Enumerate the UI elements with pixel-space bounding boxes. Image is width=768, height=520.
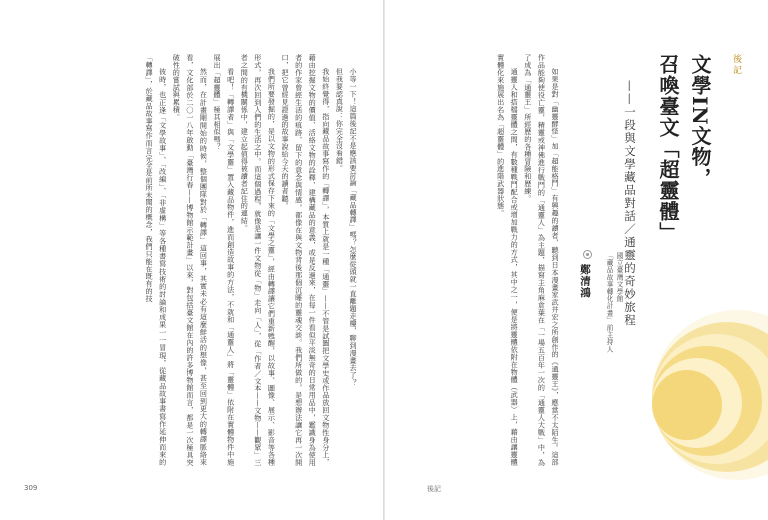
decorative-ring xyxy=(652,370,722,440)
author-name: 鄭清鴻 xyxy=(579,264,591,299)
left-paragraph-1: 小等一下！這篇後記不是應該要討論「藏品轉譯」嗎？怎麼從頭就一直離題走樓，聊到漫畫去了？ xyxy=(349,68,358,387)
decorative-rings xyxy=(628,300,768,500)
author-affiliation-line-2: 「藏品故事轉化計畫」前主持人 xyxy=(605,252,613,353)
right-paragraph-2: 通靈人和搭檔靈體之間，有數種戰鬥配合或增加戰力的方式，其中之一，便是將靈體依附在物體（武器）上，藉由讓靈體實體化來施展出名為「超靈體」的進階武器狀態。 xyxy=(496,54,520,466)
left-paragraph-2: 但我要認真說：你完全沒看錯。 xyxy=(335,68,345,172)
left-paragraph-6: 然而，在計畫剛開始的時候，整個團隊對於「轉譯」這回事，其實未必有這麼鮮活的想像，甚至回到更大的轉譯脈絡來看，文化部於二〇一八年啟動「臺灣行春——博物館示範計畫」以來，對包括臺文館在內的許多博物館而言，都是一次極具突破性的嘗試與累積。 xyxy=(172,54,209,466)
left-page-body xyxy=(22,54,360,466)
page-number: 309 xyxy=(24,484,38,492)
running-footer: 後記 xyxy=(427,485,441,493)
chapter-title-line-1: 文學IN文物， xyxy=(688,54,712,189)
right-paragraph-1: 如果是對「幽靈酵怪」加「超能格鬥」有興趣的讀者，聽到日本漫畫家武井宏之所創作的《通靈王》，應當不太陌生。這部作品能夠使役亡靈，精靈或神佛進行戰鬥的「通靈人」為主題，描寫主角麻倉葉在「一場五百年一次的「通靈人大戰」中，為了成為「通靈王」所經歷的各種冒險和歷練。 xyxy=(523,54,560,466)
right-page-body xyxy=(418,54,562,466)
chapter-subtitle: ——一段與文學藏品對話／通靈的奇妙旅程 xyxy=(623,80,637,327)
left-paragraph-4: 我們所要發掘的，是以文物的形式保存下來的「文學之靈」，經由轉譯讓它們重新甦醒，以故事、圖像、展示、影音等各種形式，再次回到人們的生活之中。而這個過程，就像是讓一件文物從「物」走向「人」，從「作者／文本——文物——觀眾」三者之間的有機關係中，建立起值得被讀者記住的連結。 xyxy=(240,54,277,466)
author-affiliation-line-1: 國立臺灣文學館 xyxy=(615,252,623,303)
left-paragraph-3: 我始終覺得，指向藏品故事寫作的「轉譯」，本質上就是一種「通靈」——不管是試圖把文學史或作品放回文物性身分上，藉由挖掘文物的價值、活絡文物的詮釋、建構藏品的意義，或是反過來，在每一件看似平淡無奇的日常用品中，鑑識身為使用者的作家曾經生活的痕跡、留下的意念與情感，都像在與文物背後那個沉睡的靈魂交談。我們所做的，是想辦法讓它再一次開口，把它曾經見證過的故事說給今天的讀者聽。 xyxy=(281,54,331,466)
chapter-title-line-2: 召喚臺文「超靈體」 xyxy=(656,54,680,243)
author-affiliation xyxy=(600,252,624,392)
left-paragraph-7: 彼時，也正逢「文學故事」、「改編」、「非虛構」等各種書寫技術的討論和成果一一冒現，從藏品故事書寫作延伸而來的「轉譯」，於藏品故事寫作而言完全是前所未聞的概念，我們只能在既有的技 xyxy=(145,54,168,466)
author-bullet-icon xyxy=(583,250,592,259)
section-label: 後記 xyxy=(731,54,741,76)
left-paragraph-5: 看吧！「轉譯者」與「文學靈」置入藏品物件，進而創造故事的方法，不就和「通靈人」將「靈體」依附在實體物件中施展出「超靈體」極其相似嗎？ xyxy=(213,54,236,466)
